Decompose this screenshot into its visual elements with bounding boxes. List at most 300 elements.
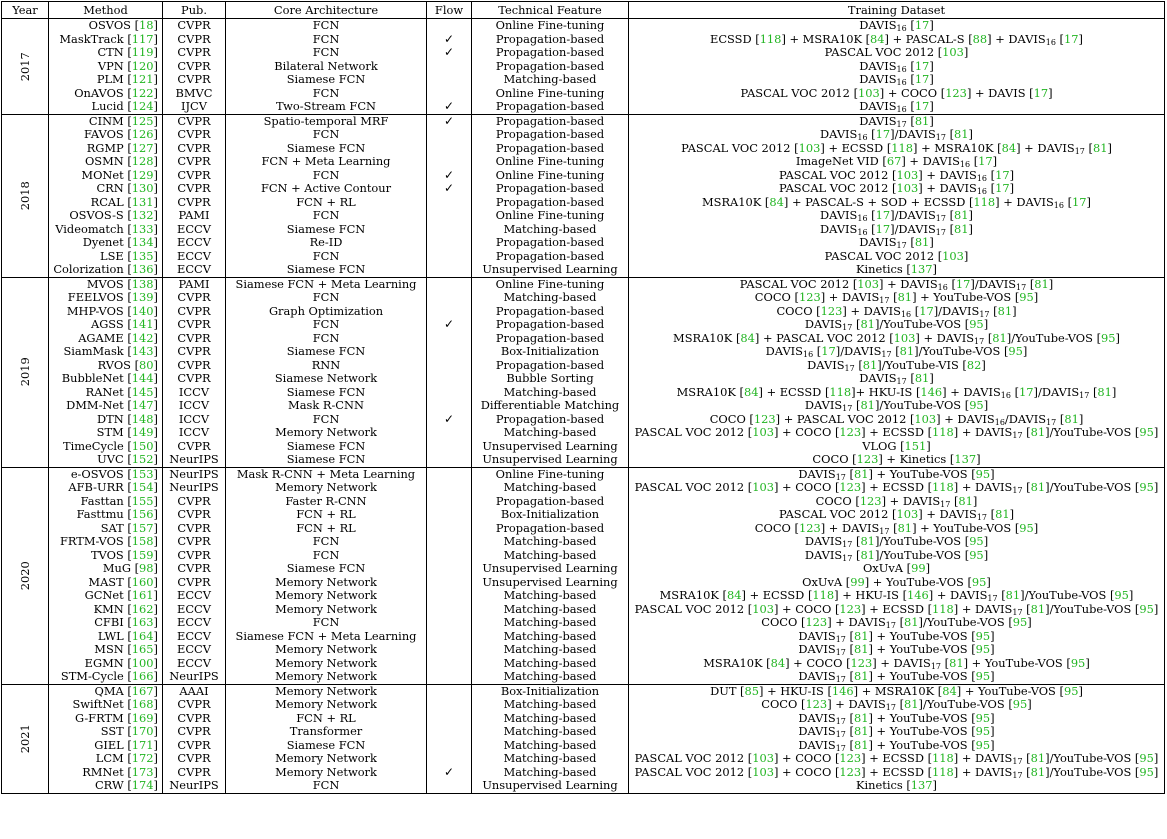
method-cell: SST [170]: [49, 725, 163, 739]
pub-cell: ECCV: [163, 250, 226, 264]
pub-cell: CVPR: [163, 345, 226, 359]
feature-cell: Matching-based: [472, 643, 629, 657]
flow-cell: ✓: [427, 413, 472, 427]
method-cell: MuG [98]: [49, 562, 163, 576]
method-cell: DMM-Net [147]: [49, 399, 163, 413]
method-cell: DTN [148]: [49, 413, 163, 427]
method-cell: RMNet [173]: [49, 766, 163, 780]
feature-cell: Matching-based: [472, 223, 629, 237]
feature-cell: Box-Initialization: [472, 684, 629, 698]
method-cell: CFBI [163]: [49, 616, 163, 630]
table-row: [2, 155, 1165, 169]
table-row: [2, 250, 1165, 264]
flow-cell: [427, 128, 472, 142]
flow-cell: ✓: [427, 100, 472, 114]
flow-cell: [427, 643, 472, 657]
table-row: [2, 19, 1165, 33]
table-row: [2, 114, 1165, 128]
feature-cell: Propagation-based: [472, 413, 629, 427]
table-row: [2, 739, 1165, 753]
method-cell: RANet [145]: [49, 386, 163, 400]
architecture-cell: Graph Optimization: [226, 305, 427, 319]
method-cell: Lucid [124]: [49, 100, 163, 114]
table-row: [2, 576, 1165, 590]
pub-cell: CVPR: [163, 196, 226, 210]
flow-cell: [427, 779, 472, 793]
method-cell: MaskTrack [117]: [49, 33, 163, 47]
method-cell: PLM [121]: [49, 73, 163, 87]
table-row: [2, 752, 1165, 766]
pub-cell: CVPR: [163, 535, 226, 549]
pub-cell: CVPR: [163, 508, 226, 522]
flow-cell: [427, 155, 472, 169]
architecture-cell: Siamese FCN: [226, 263, 427, 277]
feature-cell: Online Fine-tuning: [472, 19, 629, 33]
architecture-cell: Spatio-temporal MRF: [226, 114, 427, 128]
flow-cell: [427, 616, 472, 630]
architecture-cell: Siamese FCN: [226, 142, 427, 156]
flow-cell: [427, 19, 472, 33]
architecture-cell: FCN + RL: [226, 522, 427, 536]
table-row: [2, 643, 1165, 657]
table-row: [2, 87, 1165, 101]
architecture-cell: Memory Network: [226, 643, 427, 657]
architecture-cell: FCN: [226, 250, 427, 264]
table-header: [2, 2, 1165, 19]
dataset-cell: $DAVIS_{17}$ [81] + YouTube-VOS [95]: [629, 467, 1165, 481]
feature-cell: Propagation-based: [472, 142, 629, 156]
feature-cell: Propagation-based: [472, 100, 629, 114]
dataset-cell: $DAVIS_{17}$ [81] + YouTube-VOS [95]: [629, 712, 1165, 726]
flow-cell: [427, 481, 472, 495]
pub-cell: CVPR: [163, 182, 226, 196]
dataset-cell: $DAVIS_{17}$ [81]/YouTube-VOS [95]: [629, 318, 1165, 332]
year-cell: [2, 467, 49, 684]
pub-cell: NeurIPS: [163, 467, 226, 481]
table-row: [2, 603, 1165, 617]
pub-cell: PAMI: [163, 277, 226, 291]
dataset-cell: PASCAL VOC 2012 [103] + COCO [123] + ECSSD $[118] + DAVIS_{17}$ [81]/YouTube-VOS [95]: [629, 752, 1165, 766]
architecture-cell: Two-Stream FCN: [226, 100, 427, 114]
pub-cell: CVPR: [163, 766, 226, 780]
dataset-cell: MSRA10K [84] + ECSSD [118] + HKU-IS $[146] + DAVIS_{17}$ [81]/YouTube-VOS [95]: [629, 589, 1165, 603]
dataset-cell: COCO $[123] + DAVIS_{17}$ [81] + YouTube-VOS [95]: [629, 291, 1165, 305]
pub-cell: BMVC: [163, 87, 226, 101]
table-row: [2, 779, 1165, 793]
method-cell: QMA [167]: [49, 684, 163, 698]
flow-cell: [427, 657, 472, 671]
table-row: [2, 100, 1165, 114]
table-row: [2, 372, 1165, 386]
flow-cell: [427, 73, 472, 87]
architecture-cell: FCN + RL: [226, 196, 427, 210]
architecture-cell: FCN: [226, 19, 427, 33]
method-cell: GIEL [171]: [49, 739, 163, 753]
architecture-cell: Siamese FCN + Meta Learning: [226, 630, 427, 644]
year-cell: [2, 19, 49, 115]
architecture-cell: Siamese FCN: [226, 739, 427, 753]
flow-cell: [427, 60, 472, 74]
feature-cell: Online Fine-tuning: [472, 277, 629, 291]
dataset-cell: COCO [123] + Kinetics [137]: [629, 453, 1165, 467]
method-cell: Colorization [136]: [49, 263, 163, 277]
architecture-cell: FCN: [226, 535, 427, 549]
pub-cell: CVPR: [163, 495, 226, 509]
table-row: [2, 399, 1165, 413]
method-cell: SwiftNet [168]: [49, 698, 163, 712]
feature-cell: Matching-based: [472, 657, 629, 671]
method-cell: CRN [130]: [49, 182, 163, 196]
architecture-cell: Mask R-CNN + Meta Learning: [226, 467, 427, 481]
feature-cell: Propagation-based: [472, 114, 629, 128]
feature-cell: Propagation-based: [472, 305, 629, 319]
pub-cell: CVPR: [163, 359, 226, 373]
flow-cell: [427, 752, 472, 766]
feature-cell: Propagation-based: [472, 318, 629, 332]
pub-cell: CVPR: [163, 128, 226, 142]
pub-cell: ECCV: [163, 657, 226, 671]
table-row: [2, 440, 1165, 454]
flow-cell: [427, 196, 472, 210]
table-row: [2, 522, 1165, 536]
flow-cell: [427, 684, 472, 698]
method-cell: EGMN [100]: [49, 657, 163, 671]
architecture-cell: FCN: [226, 549, 427, 563]
architecture-cell: Memory Network: [226, 684, 427, 698]
feature-cell: Online Fine-tuning: [472, 467, 629, 481]
feature-cell: Online Fine-tuning: [472, 87, 629, 101]
dataset-cell: PASCAL VOC 2012 [103] + COCO [123] + DAVIS [17]: [629, 87, 1165, 101]
table-row: [2, 128, 1165, 142]
dataset-cell: MSRA10K [84] + PASCAL VOC 2012 $[103] + DAVIS_{17}$ [81]/YouTube-VOS [95]: [629, 332, 1165, 346]
dataset-cell: $DAVIS_{17}$ [81] + YouTube-VOS [95]: [629, 643, 1165, 657]
flow-cell: [427, 440, 472, 454]
table-row: [2, 467, 1165, 481]
dataset-cell: COCO [123] + PASCAL VOC 2012 $[103] + DAVIS_{16}/DAVIS_{17}$ [81]: [629, 413, 1165, 427]
flow-cell: [427, 495, 472, 509]
table-row: [2, 277, 1165, 291]
flow-cell: [427, 670, 472, 684]
flow-cell: [427, 522, 472, 536]
architecture-cell: Faster R-CNN: [226, 495, 427, 509]
year-label: 2021: [17, 724, 32, 753]
methods-table: [1, 1, 1165, 794]
pub-cell: ECCV: [163, 643, 226, 657]
flow-cell: [427, 698, 472, 712]
dataset-cell: MSRA10K [84] + PASCAL-S + SOD + ECSSD $[118] + DAVIS_{16}$ [17]: [629, 196, 1165, 210]
table-row: [2, 725, 1165, 739]
method-cell: OSVOS [18]: [49, 19, 163, 33]
architecture-cell: FCN + Active Contour: [226, 182, 427, 196]
year-label: 2019: [17, 357, 32, 387]
flow-cell: [427, 263, 472, 277]
method-cell: RGMP [127]: [49, 142, 163, 156]
flow-cell: [427, 508, 472, 522]
flow-cell: [427, 535, 472, 549]
method-cell: OSMN [128]: [49, 155, 163, 169]
dataset-cell: COCO $[123] + DAVIS_{17}$ [81]/YouTube-VOS [95]: [629, 616, 1165, 630]
table-row: [2, 386, 1165, 400]
table-row: [2, 413, 1165, 427]
flow-cell: [427, 87, 472, 101]
dataset-cell: $DAVIS_{17}$ [81] + YouTube-VOS [95]: [629, 670, 1165, 684]
flow-cell: [427, 359, 472, 373]
pub-cell: ICCV: [163, 386, 226, 400]
feature-cell: Box-Initialization: [472, 508, 629, 522]
architecture-cell: FCN: [226, 46, 427, 60]
year-cell: [2, 277, 49, 467]
feature-cell: Matching-based: [472, 589, 629, 603]
architecture-cell: FCN: [226, 779, 427, 793]
pub-cell: CVPR: [163, 73, 226, 87]
pub-cell: CVPR: [163, 305, 226, 319]
pub-cell: CVPR: [163, 46, 226, 60]
method-cell: TimeCycle [150]: [49, 440, 163, 454]
method-cell: CINM [125]: [49, 114, 163, 128]
method-cell: UVC [152]: [49, 453, 163, 467]
flow-cell: [427, 725, 472, 739]
feature-cell: Matching-based: [472, 603, 629, 617]
table-row: [2, 318, 1165, 332]
pub-cell: CVPR: [163, 698, 226, 712]
dataset-cell: PASCAL VOC 2012 [103] + COCO [123] + ECSSD $[118] + DAVIS_{17}$ [81]/YouTube-VOS [95]: [629, 426, 1165, 440]
pub-cell: CVPR: [163, 291, 226, 305]
method-cell: VPN [120]: [49, 60, 163, 74]
method-cell: LSE [135]: [49, 250, 163, 264]
method-cell: MVOS [138]: [49, 277, 163, 291]
year-label: 2017: [17, 51, 32, 81]
table-row: [2, 630, 1165, 644]
flow-cell: [427, 562, 472, 576]
table-row: [2, 236, 1165, 250]
table-row: [2, 426, 1165, 440]
feature-cell: Matching-based: [472, 698, 629, 712]
method-cell: RCAL [131]: [49, 196, 163, 210]
dataset-cell: PASCAL VOC 2012 [103]: [629, 46, 1165, 60]
method-cell: Videomatch [133]: [49, 223, 163, 237]
feature-cell: Box-Initialization: [472, 345, 629, 359]
year-label: 2018: [17, 181, 32, 210]
method-cell: RVOS [80]: [49, 359, 163, 373]
architecture-cell: Memory Network: [226, 603, 427, 617]
feature-cell: Matching-based: [472, 630, 629, 644]
architecture-cell: Siamese FCN: [226, 345, 427, 359]
flow-cell: [427, 236, 472, 250]
architecture-cell: FCN: [226, 318, 427, 332]
architecture-cell: Memory Network: [226, 426, 427, 440]
header-method: Method: [49, 2, 163, 19]
pub-cell: NeurIPS: [163, 453, 226, 467]
flow-cell: [427, 399, 472, 413]
pub-cell: CVPR: [163, 155, 226, 169]
feature-cell: Propagation-based: [472, 33, 629, 47]
architecture-cell: Siamese FCN + Meta Learning: [226, 277, 427, 291]
feature-cell: Matching-based: [472, 73, 629, 87]
table-row: [2, 169, 1165, 183]
method-cell: AGAME [142]: [49, 332, 163, 346]
feature-cell: Matching-based: [472, 481, 629, 495]
dataset-cell: VLOG [151]: [629, 440, 1165, 454]
feature-cell: Online Fine-tuning: [472, 155, 629, 169]
table-row: [2, 616, 1165, 630]
feature-cell: Online Fine-tuning: [472, 169, 629, 183]
method-cell: CRW [174]: [49, 779, 163, 793]
table-row: [2, 73, 1165, 87]
architecture-cell: Siamese FCN: [226, 73, 427, 87]
architecture-cell: Memory Network: [226, 698, 427, 712]
feature-cell: Matching-based: [472, 739, 629, 753]
feature-cell: Propagation-based: [472, 332, 629, 346]
table-row: [2, 291, 1165, 305]
method-cell: FAVOS [126]: [49, 128, 163, 142]
flow-cell: [427, 305, 472, 319]
flow-cell: [427, 345, 472, 359]
table-row: [2, 508, 1165, 522]
flow-cell: ✓: [427, 46, 472, 60]
flow-cell: [427, 453, 472, 467]
feature-cell: Matching-based: [472, 291, 629, 305]
header-feature: Technical Feature: [472, 2, 629, 19]
pub-cell: CVPR: [163, 562, 226, 576]
header-year: Year: [2, 2, 49, 19]
pub-cell: PAMI: [163, 209, 226, 223]
feature-cell: Online Fine-tuning: [472, 209, 629, 223]
architecture-cell: FCN: [226, 616, 427, 630]
method-cell: GCNet [161]: [49, 589, 163, 603]
table-row: [2, 481, 1165, 495]
dataset-cell: PASCAL VOC 2012 [103] + COCO [123] + ECSSD $[118] + DAVIS_{17}$ [81]/YouTube-VOS [95]: [629, 481, 1165, 495]
pub-cell: CVPR: [163, 576, 226, 590]
method-cell: e-OSVOS [153]: [49, 467, 163, 481]
dataset-cell: $DAVIS_{17}$ [81]/YouTube-VOS [95]: [629, 535, 1165, 549]
dataset-cell: $DAVIS_{16}$ [17]: [629, 60, 1165, 74]
pub-cell: CVPR: [163, 440, 226, 454]
dataset-cell: $DAVIS_{17}$ [81] + YouTube-VOS [95]: [629, 739, 1165, 753]
pub-cell: ECCV: [163, 223, 226, 237]
flow-cell: [427, 142, 472, 156]
architecture-cell: Siamese FCN: [226, 453, 427, 467]
method-cell: MSN [165]: [49, 643, 163, 657]
method-cell: Dyenet [134]: [49, 236, 163, 250]
architecture-cell: Siamese FCN: [226, 562, 427, 576]
method-cell: FRTM-VOS [158]: [49, 535, 163, 549]
feature-cell: Propagation-based: [472, 236, 629, 250]
table-row: [2, 359, 1165, 373]
table-row: [2, 60, 1165, 74]
flow-cell: [427, 277, 472, 291]
architecture-cell: FCN: [226, 291, 427, 305]
flow-cell: [427, 467, 472, 481]
dataset-cell: PASCAL VOC 2012 $[103] + DAVIS_{16}$ [17]: [629, 182, 1165, 196]
header-flow: Flow: [427, 2, 472, 19]
pub-cell: CVPR: [163, 549, 226, 563]
method-cell: OSVOS-S [132]: [49, 209, 163, 223]
dataset-cell: DUT [85] + HKU-IS [146] + MSRA10K [84] + YouTube-VOS [95]: [629, 684, 1165, 698]
flow-cell: ✓: [427, 114, 472, 128]
architecture-cell: Memory Network: [226, 657, 427, 671]
dataset-cell: $DAVIS_{16}$ [17]: [629, 100, 1165, 114]
method-cell: LCM [172]: [49, 752, 163, 766]
feature-cell: Unsupervised Learning: [472, 562, 629, 576]
feature-cell: Differentiable Matching: [472, 399, 629, 413]
feature-cell: Matching-based: [472, 670, 629, 684]
pub-cell: AAAI: [163, 684, 226, 698]
dataset-cell: $DAVIS_{17}$ [81]: [629, 114, 1165, 128]
feature-cell: Matching-based: [472, 712, 629, 726]
pub-cell: CVPR: [163, 739, 226, 753]
dataset-cell: PASCAL VOC 2012 [103] + ECSSD [118] + MSRA10K $[84] + DAVIS_{17}$ [81]: [629, 142, 1165, 156]
feature-cell: Propagation-based: [472, 46, 629, 60]
architecture-cell: Memory Network: [226, 576, 427, 590]
flow-cell: [427, 372, 472, 386]
feature-cell: Unsupervised Learning: [472, 263, 629, 277]
method-cell: MHP-VOS [140]: [49, 305, 163, 319]
dataset-cell: COCO $[123] + DAVIS_{17}$ [81]/YouTube-VOS [95]: [629, 698, 1165, 712]
table-row: [2, 263, 1165, 277]
dataset-cell: $DAVIS_{17}$ [81] + YouTube-VOS [95]: [629, 630, 1165, 644]
method-cell: STM-Cycle [166]: [49, 670, 163, 684]
architecture-cell: Mask R-CNN: [226, 399, 427, 413]
architecture-cell: FCN: [226, 87, 427, 101]
dataset-cell: $DAVIS_{17}$ [81] + YouTube-VOS [95]: [629, 725, 1165, 739]
flow-cell: [427, 549, 472, 563]
table-row: [2, 305, 1165, 319]
table-body: [2, 19, 1165, 794]
method-cell: MAST [160]: [49, 576, 163, 590]
architecture-cell: Memory Network: [226, 670, 427, 684]
flow-cell: [427, 223, 472, 237]
feature-cell: Matching-based: [472, 725, 629, 739]
dataset-cell: COCO $[123] + DAVIS_{16}$ $[17]/DAVIS_{17}$ [81]: [629, 305, 1165, 319]
feature-cell: Propagation-based: [472, 250, 629, 264]
architecture-cell: Transformer: [226, 725, 427, 739]
pub-cell: ECCV: [163, 603, 226, 617]
pub-cell: CVPR: [163, 712, 226, 726]
dataset-cell: ECSSD [118] + MSRA10K [84] + PASCAL-S $[88] + DAVIS_{16}$ [17]: [629, 33, 1165, 47]
dataset-cell: $DAVIS_{17}$ [81]/YouTube-VOS [95]: [629, 549, 1165, 563]
feature-cell: Propagation-based: [472, 182, 629, 196]
feature-cell: Propagation-based: [472, 128, 629, 142]
table-row: [2, 196, 1165, 210]
feature-cell: Propagation-based: [472, 60, 629, 74]
architecture-cell: FCN + Meta Learning: [226, 155, 427, 169]
architecture-cell: Siamese Network: [226, 372, 427, 386]
pub-cell: ECCV: [163, 616, 226, 630]
table-row: [2, 46, 1165, 60]
architecture-cell: FCN: [226, 169, 427, 183]
pub-cell: CVPR: [163, 33, 226, 47]
feature-cell: Unsupervised Learning: [472, 779, 629, 793]
feature-cell: Unsupervised Learning: [472, 453, 629, 467]
method-cell: CTN [119]: [49, 46, 163, 60]
dataset-cell: MSRA10K [84] + ECSSD [118]+ HKU-IS $[146] + DAVIS_{16}$ $[17]/DAVIS_{17}$ [81]: [629, 386, 1165, 400]
pub-cell: ICCV: [163, 399, 226, 413]
architecture-cell: Siamese FCN: [226, 223, 427, 237]
dataset-cell: PASCAL VOC 2012 [103]: [629, 250, 1165, 264]
flow-cell: ✓: [427, 169, 472, 183]
feature-cell: Propagation-based: [472, 522, 629, 536]
dataset-cell: $DAVIS_{16}$ $[17]/DAVIS_{17}$ [81]: [629, 128, 1165, 142]
feature-cell: Matching-based: [472, 549, 629, 563]
dataset-cell: Kinetics [137]: [629, 263, 1165, 277]
dataset-cell: COCO $[123] + DAVIS_{17}$ [81] + YouTube-VOS [95]: [629, 522, 1165, 536]
year-cell: [2, 684, 49, 793]
dataset-cell: $DAVIS_{17}$ [81]: [629, 236, 1165, 250]
flow-cell: ✓: [427, 318, 472, 332]
architecture-cell: FCN: [226, 209, 427, 223]
method-cell: AFB-URR [154]: [49, 481, 163, 495]
header-dataset: Training Dataset: [629, 2, 1165, 19]
